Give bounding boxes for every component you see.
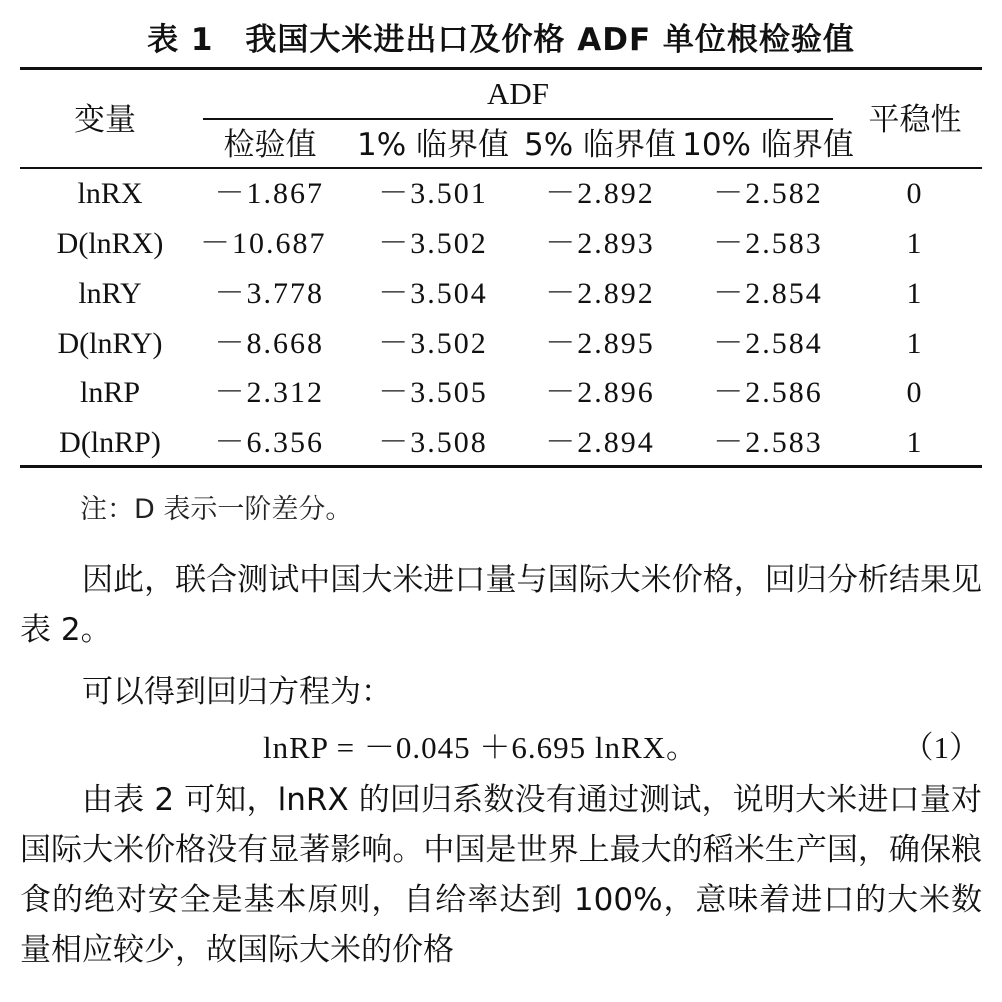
cell-cv1: －3.502 <box>378 227 488 260</box>
cell-cv5: －2.896 <box>545 376 655 409</box>
cell-cv10: －2.854 <box>713 277 823 310</box>
cell-stationary: 0 <box>906 376 924 409</box>
cell-variable: lnRP <box>79 376 141 409</box>
header-cv10: 10% 临界值 <box>682 127 854 163</box>
cell-test-value: －1.867 <box>214 177 324 210</box>
cell-test-value: －8.668 <box>214 327 324 360</box>
paragraph-1: 因此，联合测试中国大米进口量与国际大米价格，回归分析结果见表 2。 <box>20 562 982 648</box>
header-variable: 变量 <box>74 102 136 138</box>
header-adf: ADF <box>486 76 549 111</box>
table-caption: 表 1 我国大米进出口及价格 ADF 单位根检验值 <box>147 22 855 58</box>
cell-variable: lnRY <box>78 277 142 310</box>
cell-cv5: －2.895 <box>545 327 655 360</box>
cell-cv1: －3.505 <box>378 376 488 409</box>
cell-variable: D(lnRY) <box>57 327 163 360</box>
table-top-rule <box>20 67 982 70</box>
table-bottom-rule <box>20 465 982 468</box>
cell-stationary: 0 <box>906 177 924 210</box>
cell-variable: D(lnRP) <box>59 426 161 459</box>
cell-test-value: －10.687 <box>200 227 327 260</box>
cell-test-value: －2.312 <box>214 376 324 409</box>
header-cv1: 1% 临界值 <box>356 127 510 163</box>
cell-cv10: －2.583 <box>713 227 823 260</box>
cell-stationary: 1 <box>906 227 924 260</box>
equation-1 <box>0 722 1002 766</box>
cell-variable: lnRX <box>77 177 143 210</box>
header-stationarity: 平稳性 <box>868 102 962 138</box>
cell-cv5: －2.894 <box>545 426 655 459</box>
cell-cv1: －3.504 <box>378 277 488 310</box>
cell-cv1: －3.508 <box>378 426 488 459</box>
equation-number: （1） <box>902 730 980 765</box>
table-note: 注：D 表示一阶差分。 <box>80 494 353 525</box>
table-header-rule <box>20 167 982 169</box>
paragraph-3: 由表 2 可知，lnRX 的回归系数没有通过测试，说明大米进口量对国际大米价格没有显著影响。中国是世界上最大的稻米生产国，确保粮食的绝对安全是基本原则，自给率达到 100%，意味着进口的大米数量相应较少，故国际大米的价格 <box>20 782 982 968</box>
adf-group-rule <box>203 118 833 120</box>
cell-stationary: 1 <box>906 426 924 459</box>
cell-cv1: －3.501 <box>378 177 488 210</box>
cell-cv1: －3.502 <box>378 327 488 360</box>
cell-cv10: －2.586 <box>713 376 823 409</box>
cell-cv10: －2.584 <box>713 327 823 360</box>
header-cv5: 5% 临界值 <box>523 127 677 163</box>
cell-cv10: －2.582 <box>713 177 823 210</box>
cell-stationary: 1 <box>906 277 924 310</box>
cell-cv5: －2.892 <box>545 177 655 210</box>
cell-stationary: 1 <box>906 327 924 360</box>
cell-cv10: －2.583 <box>713 426 823 459</box>
cell-cv5: －2.892 <box>545 277 655 310</box>
equation-body: lnRP = －0.045 ＋6.695 lnRX。 <box>263 730 699 765</box>
paragraph-2: 可以得到回归方程为： <box>82 674 392 710</box>
header-test-value: 检验值 <box>223 127 317 163</box>
cell-variable: D(lnRX) <box>56 227 164 260</box>
cell-cv5: －2.893 <box>545 227 655 260</box>
cell-test-value: －6.356 <box>214 426 324 459</box>
cell-test-value: －3.778 <box>214 277 324 310</box>
